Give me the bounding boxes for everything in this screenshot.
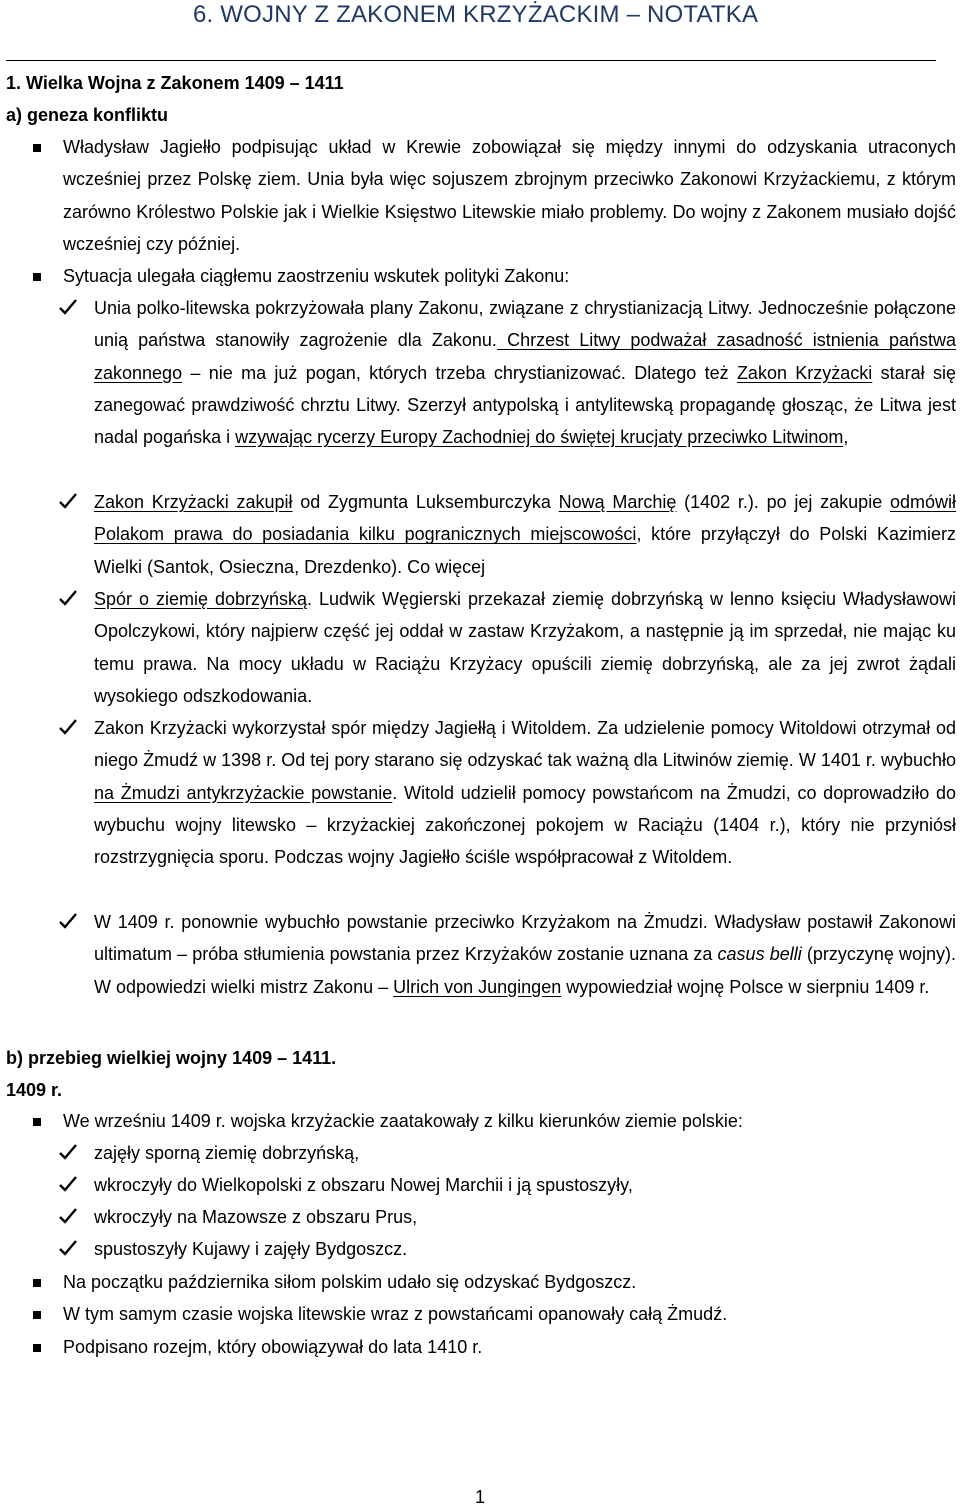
checkmark-icon xyxy=(58,1143,80,1163)
checkmark-icon xyxy=(58,589,80,609)
checkmark-icon xyxy=(58,492,80,512)
square-bullet-icon xyxy=(33,1118,41,1126)
checkmark-icon xyxy=(58,1175,80,1195)
paragraph-lithuania: W tym samym czasie wojska litewskie wraz z powstańcami opanowały całą Żmudź. xyxy=(63,1304,728,1324)
list-item: spustoszyły Kujawy i zajęły Bydgoszcz. xyxy=(94,1239,408,1259)
checkmark-icon xyxy=(58,1207,80,1227)
check-item-ultimatum: W 1409 r. ponownie wybuchło powstanie przeciwko Krzyżakom na Żmudzi. Władysław postawił Zakonowi ultimatum – próba stłumienia powstania przez Krzyżaków zostanie uznana za casus belli (przyczynę wojny). W odpowiedzi wielki mistrz Zakonu – Ulrich von Jungingen wypowiedział wojnę Polsce w sierpniu 1409 r. xyxy=(94,912,957,997)
section-heading-1b: b) przebieg wielkiej wojny 1409 – 1411. xyxy=(6,1048,337,1068)
checkmark-icon xyxy=(58,1239,80,1259)
square-bullet-icon xyxy=(33,144,41,152)
list-item: zajęły sporną ziemię dobrzyńską, xyxy=(94,1143,360,1163)
page-number: 1 xyxy=(474,1487,485,1507)
check-item-zmudz: Zakon Krzyżacki wykorzystał spór między Jagiełłą i Witoldem. Za udzielenie pomocy Witoldowi otrzymał od niego Żmudź w 1398 r. Od tej pory starano się odzyskać tak ważną dla Litwinów ziemię. W 1401 r. wybuchło na Żmudzi antykrzyżackie powstanie. Witold udzielił pomocy powstańcom na Żmudzi, co doprowadziło do wybuchu wojny litewsko – krzyżackiej zakończonej pokojem w Raciążu (1404 r.), który nie przyniósł rozstrzygnięcia sporu. Podczas wojny Jagiełło ściśle współpracował z Witoldem. xyxy=(94,718,956,868)
section-heading-1a: a) geneza konfliktu xyxy=(6,105,169,125)
paragraph-september: We wrześniu 1409 r. wojska krzyżackie zaatakowały z kilku kierunków ziemie polskie: xyxy=(63,1111,743,1131)
square-bullet-icon xyxy=(33,1279,41,1287)
list-item: wkroczyły na Mazowsze z obszaru Prus, xyxy=(94,1207,418,1227)
year-heading: 1409 r. xyxy=(6,1080,63,1100)
document-title: 6. WOJNY Z ZAKONEM KRZYŻACKIM – NOTATKA xyxy=(193,1,759,28)
paragraph-truce: Podpisano rozejm, który obowiązywał do lata 1410 r. xyxy=(63,1337,483,1357)
list-item: wkroczyły do Wielkopolski z obszaru Nowej Marchii i ją spustoszyły, xyxy=(94,1175,633,1195)
square-bullet-icon xyxy=(33,273,41,281)
square-bullet-icon xyxy=(33,1344,41,1352)
checkmark-icon xyxy=(58,298,80,318)
paragraph-october: Na początku października siłom polskim udało się odzyskać Bydgoszcz. xyxy=(63,1272,637,1292)
checkmark-icon xyxy=(58,912,80,932)
paragraph-krewo: Władysław Jagiełło podpisując układ w Krewie zobowiązał się między innymi do odzyskania utraconych wcześniej przez Polskę ziem. Unia była więc sojuszem zbrojnym przeciwko Zakonowi Krzyżackiemu, z którym zarówno Królestwo Polskie jak i Wielkie Księstwo Litewskie miało problemy. Do wojny z Zakonem musiało dojść wcześniej czy później. xyxy=(63,137,956,254)
check-item-dobrzyn: Spór o ziemię dobrzyńską. Ludwik Węgierski przekazał ziemię dobrzyńską w lenno księciu Władysławowi Opolczykowi, który najpierw część jej oddał w zastaw Krzyżakom, a następnie ją im sprzedał, nie mając ku temu prawa. Na mocy układu w Raciążu Krzyżacy opuścili ziemię dobrzyńską, ale za jej zwrot żądali wysokiego odszkodowania. xyxy=(94,589,956,706)
checkmark-icon xyxy=(58,718,80,738)
section-heading-1: 1. Wielka Wojna z Zakonem 1409 – 1411 xyxy=(6,73,344,93)
check-item-nowa-marchia: Zakon Krzyżacki zakupił od Zygmunta Luksemburczyka Nową Marchię (1402 r.). po jej zakupie odmówił Polakom prawa do posiadania kilku pogranicznych miejscowości, które przyłączył do Polski Kazimierz Wielki (Santok, Osieczna, Drezdenko). Co więcej xyxy=(94,492,956,577)
square-bullet-icon xyxy=(33,1311,41,1319)
check-item-union: Unia polko-litewska pokrzyżowała plany Zakonu, związane z chrystianizacją Litwy. Jednocześnie połączone unią państwa stanowiły zagrożenie dla Zakonu. Chrzest Litwy podważał zasadność istnienia państwa zakonnego – nie ma już pogan, których trzeba chrystianizować. Dlatego też Zakon Krzyżacki starał się zanegować prawdziwość chrztu Litwy. Szerzył antypolską i antylitewską propagandę głosząc, że Litwa jest nadal pogańska i wzywając rycerzy Europy Zachodniej do świętej krucjaty przeciwko Litwinom, xyxy=(94,298,956,448)
paragraph-situation: Sytuacja ulegała ciągłemu zaostrzeniu wskutek polityki Zakonu: xyxy=(63,266,570,286)
title-underline xyxy=(6,60,936,61)
